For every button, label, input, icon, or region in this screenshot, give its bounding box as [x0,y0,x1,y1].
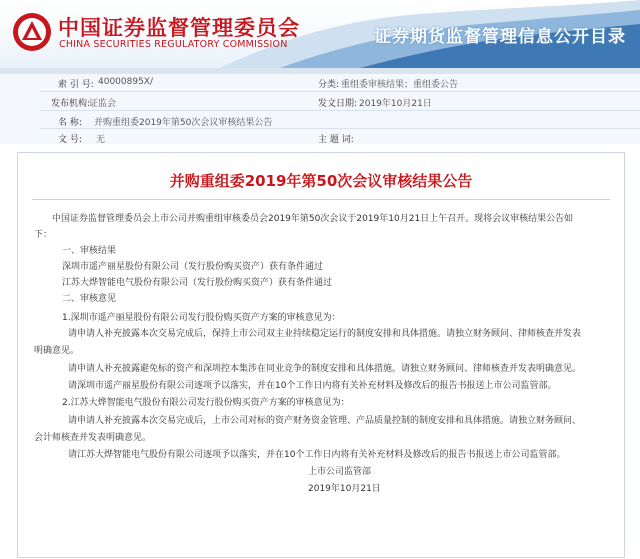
signature: 上市公司监管部 [308,467,372,477]
opinion-text-cont: 会计师核查并发表明确意见。 [34,433,152,443]
opinion-heading: 2.江苏大烨智能电气股份有限公司发行股份购买资产方案的审核意见为： [62,398,350,408]
name-value: 并购重组委2019年第50次会议审核结果公告 [94,118,273,128]
announcement-article [17,152,625,558]
opinion-text: 请申请人补充披露避免标的资产和深圳控本集涉在同业竞争的制度安排和具体措施。请独立财务顾问、律师核查并发表明确意见。 [68,364,582,374]
opinion-text-cont: 明确意见。 [34,346,80,356]
opinion-text: 请申请人补充披露本次交易完成后，保持上市公司双主业持续稳定运行的制度安排和具体措施。请独立财务顾问、律师核查并发表 [68,329,582,339]
opinion-heading: 1.深圳市遥产丽星股份有限公司发行股份购买资产方案的审核意见为： [62,313,341,323]
section-heading-opinions: 二、审核意见 [62,294,117,304]
index-value: 40000895X/ [98,77,154,87]
name-label: 名 称: [58,118,82,128]
article-title: 并购重组委2019年第50次会议审核结果公告 [169,172,473,190]
meta-row-docno [0,129,640,146]
date-label: 发文日期: [318,99,358,109]
issuer-value: 证监会 [89,99,117,109]
org-name-en: CHINA SECURITIES REGULATORY COMMISSION [59,39,288,50]
opinion-text: 请申请人补充披露本次交易完成后，上市公司对标的资产财务资金管理、产品质量控制的制度安排和具体措施。请独立财务顾问、 [68,416,582,426]
document-meta-panel [0,74,640,144]
index-label: 索 引 号: [58,80,94,90]
meta-divider [40,110,640,111]
meta-divider [40,91,640,92]
csrc-emblem-icon[interactable] [12,12,52,52]
meta-row-name [0,112,640,129]
title-divider [32,199,610,200]
doc-no-value: 无 [96,135,106,145]
site-header [0,0,640,68]
meta-row-issuer [0,93,640,110]
org-name-cn[interactable]: 中国证券监督管理委员会 [58,16,300,40]
opinion-text: 请深圳市遥产丽星股份有限公司逐项予以落实，并在10个工作日内将有关补充材料及修改后的报告书报送上市公司监管部。 [68,381,557,391]
result-item: 江苏大烨智能电气股份有限公司（发行股份购买资产）获有条件通过 [62,278,333,288]
category-value: 重组委审核结果；重组委公告 [341,80,459,90]
issuer-label: 发布机构: [51,99,91,109]
directory-title[interactable]: 证券期货监督管理信息公开目录 [374,27,626,47]
signature-date: 2019年10月21日 [308,484,381,494]
date-value: 2019年10月21日 [359,99,432,109]
result-item: 深圳市遥产丽星股份有限公司（发行股份购买资产）获有条件通过 [62,262,324,272]
intro-paragraph: 中国证券监督管理委员会上市公司并购重组审核委员会2019年第50次会议于2019年10月21日上午召开。现将会议审核结果公告如 [52,214,574,224]
section-heading-results: 一、审核结果 [62,246,117,256]
meta-row-index [0,74,640,91]
doc-no-label: 文 号: [58,135,82,145]
keywords-label: 主 题 词: [318,135,354,145]
opinion-text: 请江苏大烨智能电气股份有限公司逐项予以落实，并在10个工作日内将有关补充材料及修改后的报告书报送上市公司监管部。 [68,450,566,460]
intro-paragraph-cont: 下： [34,230,53,240]
category-label: 分类: [318,80,340,90]
